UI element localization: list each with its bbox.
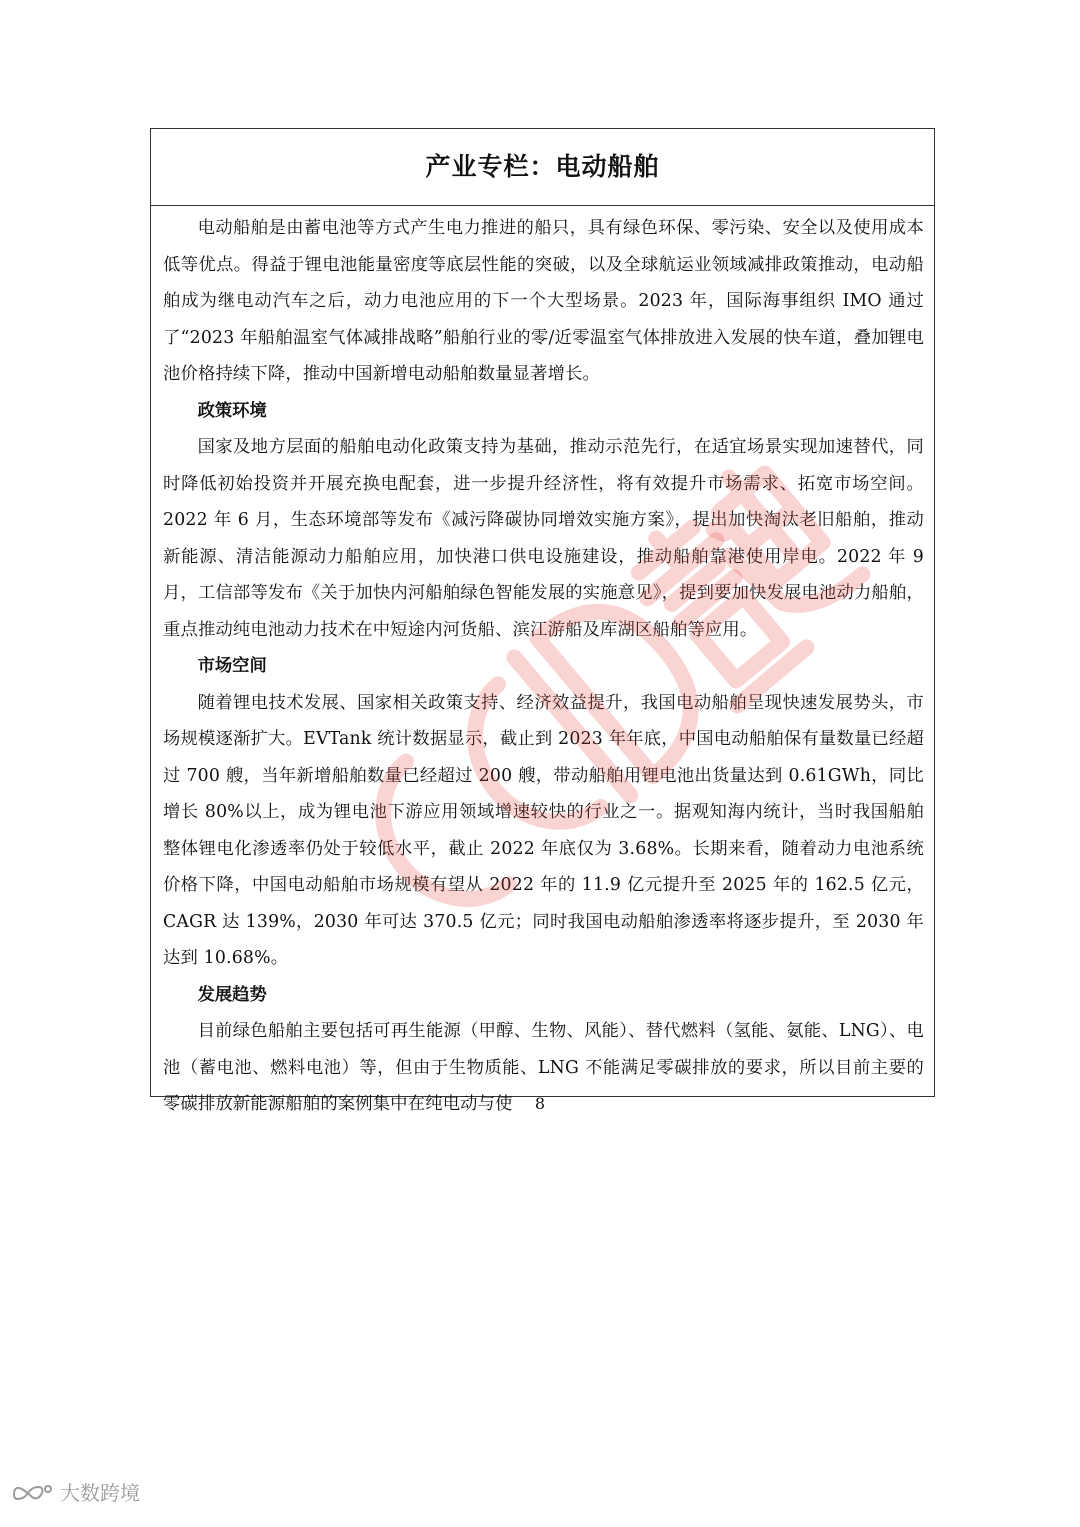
footer-brand-label: 大数跨境 [60, 1481, 140, 1505]
column-title: 产业专栏：电动船舶 [151, 129, 934, 206]
column-body [151, 206, 934, 1123]
section-text-trend: 目前绿色船舶主要包括可再生能源（甲醇、生物、风能）、替代燃料（氢能、氨能、LNG）、电池（蓄电池、燃料电池）等，但由于生物质能、LNG 不能满足零碳排放的要求，所以目前主要的零碳排放新能源船舶的案例集中在纯电动与使 [163, 1021, 924, 1114]
infinity-logo-icon [10, 1481, 56, 1503]
section-text-policy: 国家及地方层面的船舶电动化政策支持为基础，推动示范先行，在适宜场景实现加速替代，同时降低初始投资并开展充换电配套，进一步提升经济性，将有效提升市场需求、拓宽市场空间。2022 年 6 月，生态环境部等发布《减污降碳协同增效实施方案》，提出加快淘汰老旧船舶，推动新能源、清洁能源动力船舶应用，加快港口供电设施建设，推动船舶靠港使用岸电。2022 年 9 月，工信部等发布《关于加快内河船舶绿色智能发展的实施意见》，提到要加快发展电池动力船舶，重点推动纯电池动力技术在中短途内河货船、滨江游船及库湖区船舶等应用。 [163, 437, 924, 640]
industry-column-box [150, 128, 935, 1114]
footer-brand [10, 1477, 140, 1506]
intro-paragraph: 电动船舶是由蓄电池等方式产生电力推进的船只，具有绿色环保、零污染、安全以及使用成本低等优点。得益于锂电池能量密度等底层性能的突破，以及全球航运业领域减排政策推动，电动船舶成为继电动汽车之后，动力电池应用的下一个大型场景。2023 年，国际海事组织 IMO 通过了“2023 年船舶温室气体减排战略”船舶行业的零/近零温室气体排放进入发展的快车道，叠加锂电池价格持续下降，推动中国新增电动船舶数量显著增长。 [163, 218, 924, 384]
page-number: 8 [534, 1094, 546, 1113]
section-heading-trend: 发展趋势 [197, 984, 267, 1005]
section-text-market: 随着锂电技术发展、国家相关政策支持、经济效益提升，我国电动船舶呈现快速发展势头，市场规模逐渐扩大。EVTank 统计数据显示，截止到 2023 年年底，中国电动船舶保有量数量已经超过 700 艘，当年新增船舶数量已经超过 200 艘，带动船舶用锂电池出货量达到 0.61GWh，同比增长 80%以上，成为锂电池下游应用领域增速较快的行业之一。据观知海内统计，当时我国船舶整体锂电化渗透率仍处于较低水平，截止 2022 年底仅为 3.68%。长期来看，随着动力电池系统价格下降，中国电动船舶市场规模有望从 2022 年的 11.9 亿元提升至 2025 年的 162.5 亿元，CAGR 达 139%，2030 年可达 370.5 亿元；同时我国电动船舶渗透率将逐步提升，至 2030 年达到 10.68%。 [163, 692, 924, 968]
section-heading-policy: 政策环境 [197, 400, 267, 421]
section-heading-market: 市场空间 [197, 656, 267, 676]
